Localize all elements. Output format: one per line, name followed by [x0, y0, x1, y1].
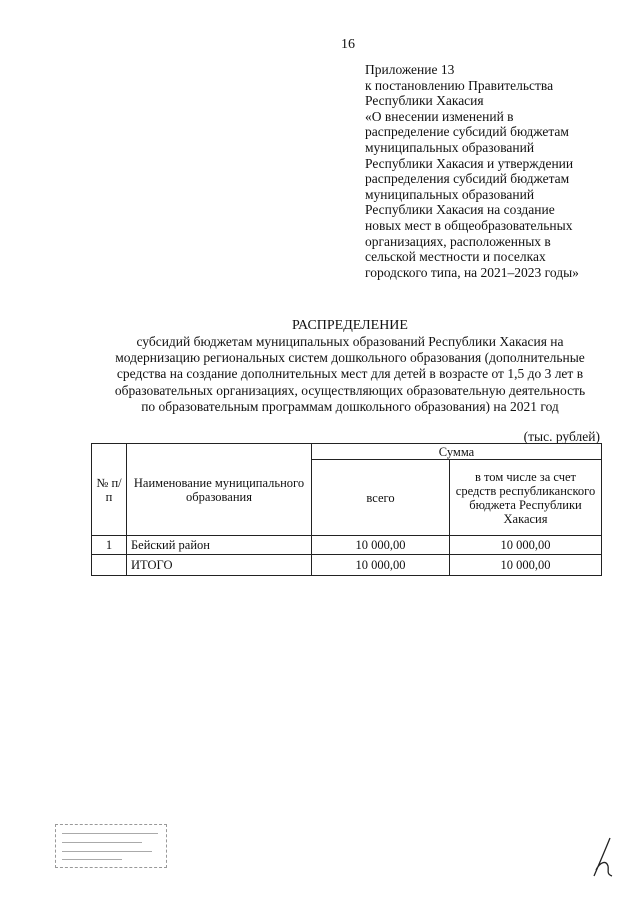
distribution-table: [91, 443, 602, 576]
row-total: 10 000,00: [312, 536, 450, 555]
total-name: ИТОГО: [127, 555, 312, 576]
appendix-line: распределения субсидий бюджетам: [365, 171, 570, 187]
document-subtitle: [90, 334, 610, 415]
header-name: Наименование муниципального образования: [127, 444, 312, 536]
row-number: 1: [92, 536, 127, 555]
subtitle-line: образовательных организациях, осуществляющих образовательную деятельность: [114, 382, 586, 398]
appendix-line: Республики Хакасия: [365, 93, 484, 109]
appendix-line: городского типа, на 2021–2023 годы»: [365, 264, 579, 280]
total-number: [92, 555, 127, 576]
appendix-line: организациях, расположенных в: [365, 233, 551, 249]
header-total: всего: [312, 460, 450, 536]
appendix-line: Республики Хакасия на создание: [365, 202, 555, 218]
appendix-line: Республики Хакасия и утверждении: [365, 155, 574, 171]
appendix-line: Приложение 13: [365, 62, 455, 77]
total-total: 10 000,00: [312, 555, 450, 576]
appendix-line: сельской местности и поселках: [365, 249, 546, 265]
appendix-line: распределение субсидий бюджетам: [365, 124, 569, 140]
subtitle-line: субсидий бюджетам муниципальных образований Республики Хакасия на: [136, 334, 564, 349]
document-title: РАСПРЕДЕЛЕНИЕ: [292, 318, 408, 333]
header-number: № п/п: [92, 444, 127, 536]
table-row: [92, 536, 602, 555]
total-republic: 10 000,00: [450, 555, 602, 576]
subtitle-line: модернизацию региональных систем дошкольного образования (дополнительные: [115, 350, 585, 366]
row-republic: 10 000,00: [450, 536, 602, 555]
appendix-line: муниципальных образований: [365, 139, 535, 155]
appendix-line: «О внесении изменений в: [365, 108, 514, 124]
appendix-line: муниципальных образований: [365, 186, 535, 202]
units-label: (тыс. рублей): [523, 429, 600, 444]
appendix-block: [365, 62, 615, 280]
page-number: 16: [341, 37, 355, 52]
subtitle-line: средства на создание дополнительных мест для детей в возрасте от 1,5 до 3 лет в: [116, 366, 584, 382]
signature-mark: [590, 836, 618, 880]
registration-stamp: [55, 824, 167, 868]
appendix-line: к постановлению Правительства: [365, 77, 554, 93]
subtitle-line: по образовательным программам дошкольного образования) на 2021 год: [141, 398, 559, 414]
appendix-line: новых мест в общеобразовательных: [365, 217, 573, 233]
header-republic: в том числе за счет средств республиканского бюджета Республики Хакасия: [450, 460, 602, 536]
total-row: [92, 555, 602, 576]
row-name: Бейский район: [127, 536, 312, 555]
header-sum: Сумма: [312, 444, 602, 460]
